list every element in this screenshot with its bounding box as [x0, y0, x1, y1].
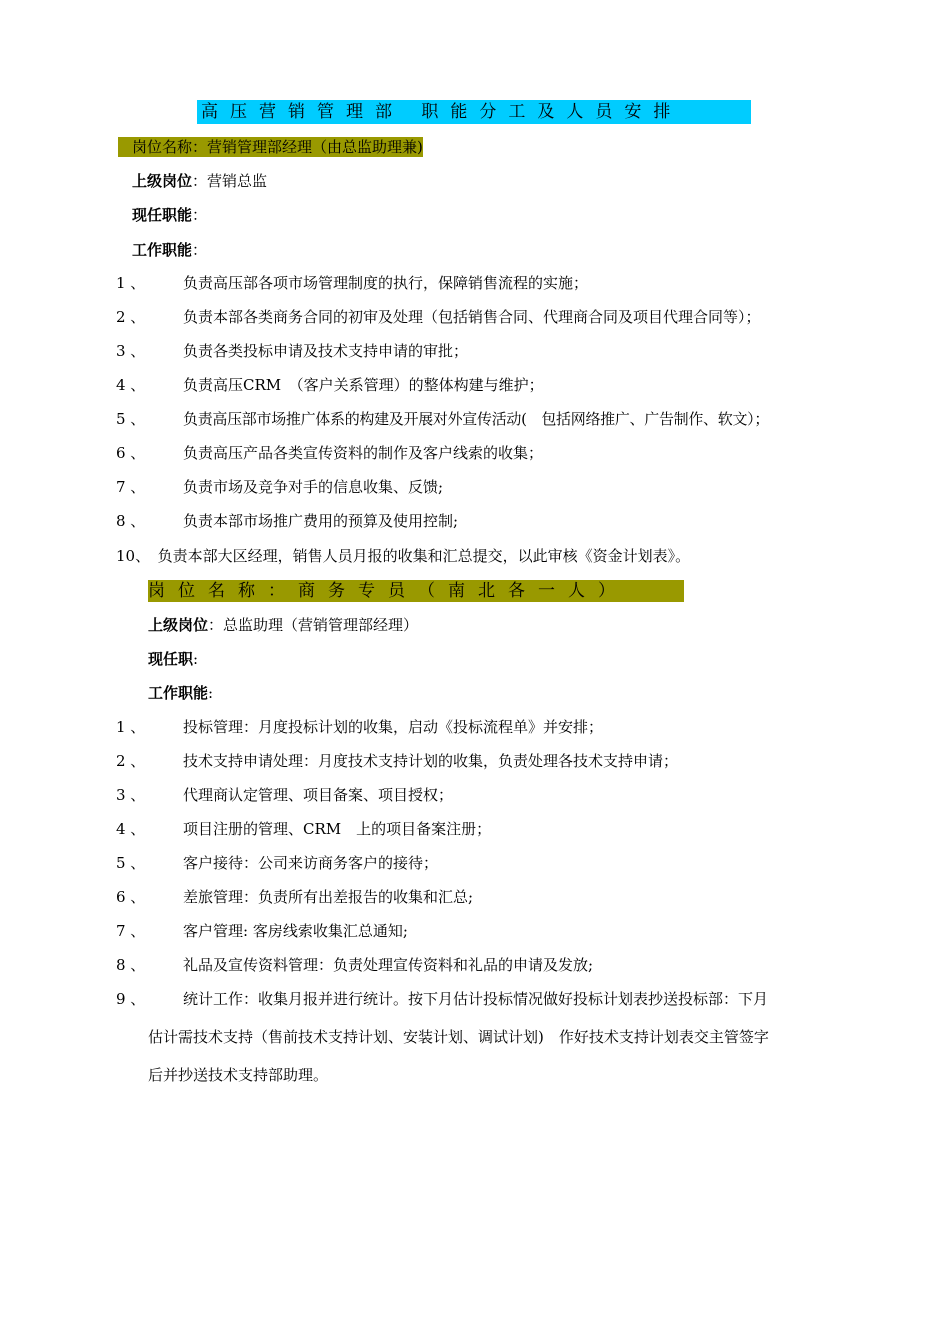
list-item: 负责市场及竞争对手的信息收集、反馈;: [183, 478, 444, 496]
list-item: 项目注册的管理、CRM 上的项目备案注册；: [183, 820, 492, 838]
list-item: 负责高压产品各类宣传资料的制作及客户线索的收集；: [183, 444, 544, 462]
list-item: 负责本部市场推广费用的预算及使用控制;: [183, 512, 459, 530]
superior-label: 上级岗位: [148, 616, 209, 634]
list-item: 差旅管理：负责所有出差报告的收集和汇总;: [183, 888, 474, 906]
list-item: 负责本部各类商务合同的初审及处理（包括销售合同、代理商合同及项目代理合同等）；: [183, 308, 761, 326]
list-item: 统计工作：收集月报并进行统计。按下月估计投标情况做好投标计划表抄送投标部：下月: [183, 990, 769, 1008]
list-item: 客户接待：公司来访商务客户的接待；: [183, 854, 439, 872]
list-item: 负责高压CRM （客户关系管理）的整体构建与维护；: [183, 376, 544, 394]
list-item: 负责高压部各项市场管理制度的执行，保障销售流程的实施；: [183, 274, 589, 292]
superior-value: ：营销总监: [192, 172, 268, 190]
list-number: 7 、: [116, 478, 146, 496]
post-name-commerce: 岗位名称：商务专员（南北各一人）: [148, 580, 684, 602]
list-number: 2 、: [116, 752, 146, 770]
list-item-10: 10、 负责本部大区经理，销售人员月报的收集和汇总提交，以此审核《资金计划表》。: [116, 547, 691, 565]
superior-label: 上级岗位: [132, 172, 193, 190]
list-item-continuation: 估计需技术支持（售前技术支持计划、安装计划、调试计划) 作好技术支持计划表交主管签字: [148, 1028, 769, 1046]
work-duty-row: 工作职能：: [132, 241, 208, 259]
list-number: 9 、: [116, 990, 146, 1008]
list-number: 1 、: [116, 718, 146, 736]
work-duty-label: 工作职能: [132, 241, 193, 259]
post-name-manager: 岗位名称：营销管理部经理（由总监助理兼): [118, 137, 423, 157]
list-item: 负责高压部市场推广体系的构建及开展对外宣传活动( 包括网络推广、广告制作、软文）；: [183, 410, 770, 428]
list-number: 1 、: [116, 274, 146, 292]
list-item: 投标管理：月度投标计划的收集，启动《投标流程单》并安排；: [183, 718, 604, 736]
list-item: 负责各类投标申请及技术支持申请的审批；: [183, 342, 469, 360]
current-duty-row-2: 现任职:: [148, 650, 199, 668]
superior-post-row-2: [148, 615, 418, 635]
list-number: 2 、: [116, 308, 146, 326]
document-title: 高压营销管理部 职能分工及人员安排: [197, 100, 751, 124]
current-duty-row: 现任职能：: [132, 206, 208, 224]
list-number: 8 、: [116, 956, 146, 974]
work-duty-row-2: 工作职能:: [148, 684, 214, 702]
list-number: 8 、: [116, 512, 146, 530]
list-number: 6 、: [116, 888, 146, 906]
superior-post-row: [132, 171, 267, 191]
list-number: 4 、: [116, 376, 146, 394]
list-item: 技术支持申请处理：月度技术支持计划的收集，负责处理各技术支持申请；: [183, 752, 679, 770]
list-number: 7 、: [116, 922, 146, 940]
list-number: 5 、: [116, 854, 146, 872]
list-number: 3 、: [116, 342, 146, 360]
list-number: 4 、: [116, 820, 146, 838]
superior-value: ：总监助理（营销管理部经理）: [208, 616, 419, 634]
current-duty-label: 现任职: [148, 650, 194, 668]
list-number: 6 、: [116, 444, 146, 462]
list-item: 礼品及宣传资料管理：负责处理宣传资料和礼品的申请及发放;: [183, 956, 594, 974]
work-duty-label: 工作职能: [148, 684, 209, 702]
list-item: 客户管理: 客房线索收集汇总通知;: [183, 922, 408, 940]
current-duty-label: 现任职能: [132, 206, 193, 224]
list-item: 代理商认定管理、项目备案、项目授权；: [183, 786, 454, 804]
list-number: 3 、: [116, 786, 146, 804]
list-item-continuation: 后并抄送技术支持部助理。: [148, 1066, 329, 1084]
list-number: 5 、: [116, 410, 146, 428]
